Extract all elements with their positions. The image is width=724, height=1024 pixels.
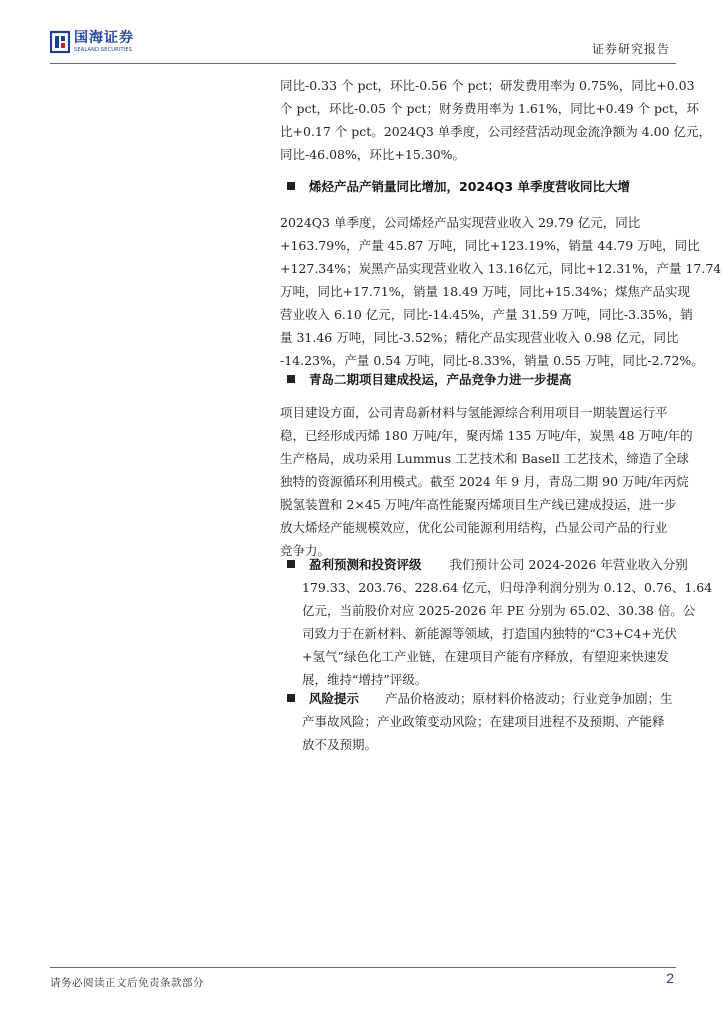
qingdao-line: 放大烯烃产能规模效应，优化公司能源利用结构，凸显公司产品的行业 — [280, 520, 668, 535]
intro-line: 个 pct，环比-0.05 个 pct；财务费用率为 1.61%，同比+0.49 个 pct，环 — [280, 101, 699, 116]
olefin-line: +163.79%，产量 45.87 万吨，同比+123.19%，销量 44.79 万吨，同比 — [280, 238, 700, 253]
risk-block — [280, 687, 680, 756]
olefin-paragraph — [280, 211, 722, 372]
sealand-logo-icon — [50, 30, 70, 54]
qingdao-line: 脱氢装置和 2×45 万吨/年高性能聚丙烯项目生产线已建成投运，进一步 — [280, 497, 677, 512]
risk-line: 放不及预期。 — [302, 737, 378, 752]
forecast-line: 展，维持“增持”评级。 — [302, 672, 428, 687]
header-divider — [50, 63, 676, 64]
olefin-line: 量 31.46 万吨，同比-3.52%；精化产品实现营业收入 0.98 亿元，同比 — [280, 330, 679, 345]
intro-line: 比+0.17 个 pct。2024Q3 单季度，公司经营活动现金流净额为 4.00 亿元， — [280, 124, 712, 139]
olefin-line: 万吨，同比+17.71%，销量 18.49 万吨，同比+15.34%；煤焦产品实现 — [280, 284, 691, 299]
intro-paragraph — [280, 74, 712, 166]
qingdao-line: 稳，已经形成丙烯 180 万吨/年，聚丙烯 135 万吨/年，炭黑 48 万吨/年的 — [280, 428, 693, 443]
section-heading-olefin — [287, 177, 687, 195]
footer-disclaimer: 请务必阅读正文后免责条款部分 — [50, 977, 204, 989]
risk-first-line: 产品价格波动；原材料价格波动；行业竞争加剧；生 — [385, 691, 673, 706]
section-heading-qingdao — [287, 370, 687, 388]
page-header — [50, 24, 676, 64]
qingdao-paragraph — [280, 401, 693, 562]
qingdao-line: 竞争力。 — [280, 543, 331, 558]
olefin-line: -14.23%，产量 0.54 万吨，同比-8.33%，销量 0.55 万吨，同比-2.72%。 — [280, 353, 704, 368]
forecast-line: 司致力于在新材料、新能源等领域，打造国内独特的“C3+C4+光伏 — [302, 626, 677, 641]
footer-divider — [50, 967, 676, 968]
section-heading-text: 烯烃产品产销量同比增加，2024Q3 单季度营收同比大增 — [309, 179, 630, 194]
logo-chinese-name: 国海证券 — [74, 30, 134, 46]
intro-line: 同比-0.33 个 pct，环比-0.56 个 pct；研发费用率为 0.75%，同比+0.03 — [280, 78, 695, 93]
bullet-square-icon — [287, 182, 295, 190]
forecast-line: 179.33、203.76、228.64 亿元，归母净利润分别为 0.12、0.76、1.64 — [302, 580, 713, 595]
page-number: 2 — [666, 970, 674, 986]
olefin-line: 营业收入 6.10 亿元，同比-14.45%，产量 31.59 万吨，同比-3.35%，销 — [280, 307, 693, 322]
risk-label: 风险提示 — [309, 691, 360, 706]
qingdao-line: 生产格局，成功采用 Lummus 工艺技术和 Basell 工艺技术，缔造了全球 — [280, 451, 689, 466]
report-type-label: 证券研究报告 — [591, 42, 670, 56]
intro-line: 同比-46.08%，环比+15.30%。 — [280, 147, 466, 162]
logo-english-name: SEALAND SECURITIES — [74, 47, 133, 53]
bullet-square-icon — [287, 560, 295, 568]
forecast-label: 盈利预测和投资评级 — [309, 557, 422, 572]
bullet-square-icon — [287, 375, 295, 383]
forecast-first-line: 我们预计公司 2024-2026 年营业收入分别 — [449, 557, 688, 572]
forecast-block — [280, 553, 713, 691]
olefin-line: 2024Q3 单季度，公司烯烃产品实现营业收入 29.79 亿元，同比 — [280, 215, 641, 230]
risk-line: 产事故风险；产业政策变动风险；在建项目进程不及预期、产能释 — [302, 714, 665, 729]
qingdao-line: 项目建设方面，公司青岛新材料与氢能源综合利用项目一期装置运行平 — [280, 405, 668, 420]
section-heading-text: 青岛二期项目建成投运，产品竞争力进一步提高 — [309, 372, 572, 387]
forecast-line: 亿元，当前股价对应 2025-2026 年 PE 分别为 65.02、30.38 倍。公 — [302, 603, 696, 618]
bullet-square-icon — [287, 694, 295, 702]
company-logo — [50, 30, 134, 54]
olefin-line: +127.34%；炭黑产品实现营业收入 13.16亿元，同比+12.31%，产量 17.74 — [280, 261, 722, 276]
forecast-line: +氢气”绿色化工产业链，在建项目产能有序释放，有望迎来快速发 — [302, 649, 669, 664]
qingdao-line: 独特的资源循环利用模式。截至 2024 年 9 月，青岛二期 90 万吨/年丙烷 — [280, 474, 689, 489]
